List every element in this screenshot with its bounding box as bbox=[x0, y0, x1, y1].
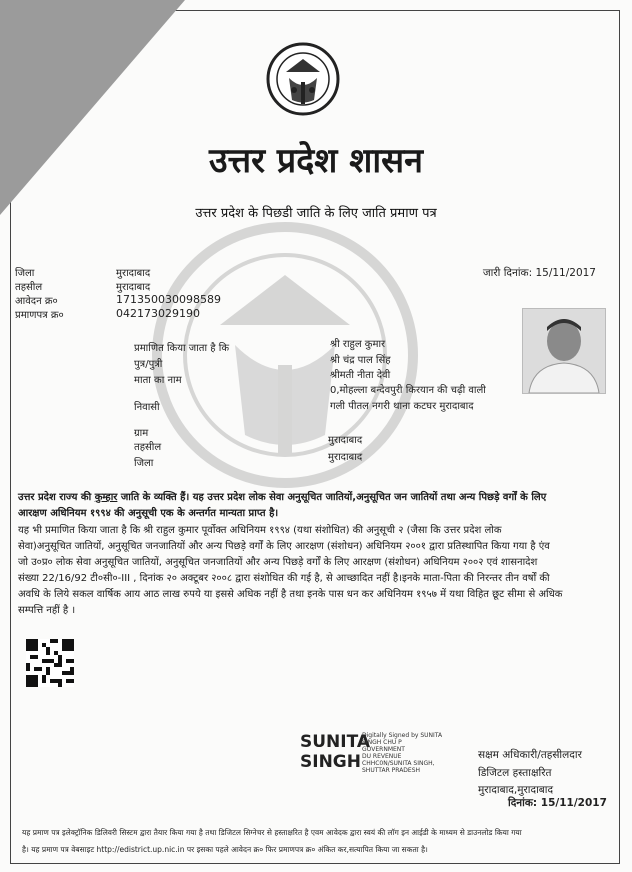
certificate-no-label: प्रमाणपत्र क्र० bbox=[15, 310, 64, 321]
body-line-3: यह भी प्रमाणित किया जाता है कि श्री राहुल कुमार पूर्वोक्त अधिनियम १९९४ (यथा संशोधित) की अनुसूची २ (जैसा कि उत्तर प्रदेश लोक bbox=[18, 525, 502, 536]
tehsil-label-2: तहसील bbox=[134, 442, 162, 453]
application-no-label: आवेदन क्र० bbox=[15, 296, 58, 307]
page-corner-fold bbox=[0, 0, 185, 215]
document-title: उत्तर प्रदेश शासन bbox=[208, 141, 423, 181]
district-value-2: मुरादाबाद bbox=[328, 452, 363, 463]
address-line-2: गली पीतल नगरी थाना कटघर मुरादाबाद bbox=[330, 401, 474, 412]
issue-date: जारी दिनांक: 15/11/2017 bbox=[482, 267, 596, 279]
qr-code-icon bbox=[26, 639, 74, 687]
certificate-no-value: 042173029190 bbox=[116, 307, 200, 320]
person-photo-icon bbox=[523, 309, 605, 393]
caste-statement-prefix: उत्तर प्रदेश राज्य की bbox=[18, 492, 95, 503]
digital-sig-line: Digitally Signed by SUNITA bbox=[362, 732, 443, 739]
body-line-4: सेवा)अनुसूचित जातियों, अनुसूचित जनजातियों और अन्य पिछड़े वर्गों के लिए आरक्षण (संशोधन) अधिनियम २००१ द्वारा प्रतिस्थापित किया गया है एंव bbox=[18, 541, 550, 552]
district-label: जिला bbox=[15, 268, 35, 279]
caste-name: कुम्हार bbox=[94, 492, 118, 503]
officer-date: दिनांक: 15/11/2017 bbox=[508, 797, 607, 809]
officer-designation: सक्षम अधिकारी/तहसीलदार bbox=[478, 749, 582, 761]
district-value: मुरादाबाद bbox=[116, 268, 151, 279]
up-govt-emblem-icon bbox=[266, 42, 340, 116]
digital-sig-line: SINGH CHU P bbox=[362, 739, 402, 746]
certify-label: प्रमाणित किया जाता है कि bbox=[134, 343, 230, 354]
caste-statement-rest: जाति के व्यक्ति हैं। यह उत्तर प्रदेश लोक सेवा अनुसूचित जातियों,अनुसूचित जन जातियों तथा अन्य पिछड़े वर्गों के लिए bbox=[117, 492, 547, 503]
digital-sig-line: CHHC0N/SUNITA SINGH, bbox=[362, 760, 435, 767]
body-line-5: जो उ०प्र० लोक सेवा अनुसूचित जातियों, अनुसूचित जनजातियों और अन्य पिछड़े वर्गों के लिए आरक्षण (संशोधन) अधिनियम २००२ एवं शासनादेश bbox=[18, 557, 538, 568]
body-line-8: सम्पत्ति नहीं है । bbox=[18, 605, 76, 616]
digitally-signed-label: डिजिटल हस्ताक्षरित bbox=[478, 767, 552, 779]
body-line-7: अवधि के लिये सकल वार्षिक आय आठ लाख रुपये या इससे अधिक नहीं है तथा इनके पास धन कर अधिनियम १९५७ में यथा विहित छूट सीमा से अधिक bbox=[18, 589, 563, 600]
digital-signature-details bbox=[362, 732, 472, 774]
resident-label: निवासी bbox=[134, 402, 160, 413]
signatory-name-line-2: SINGH bbox=[300, 752, 361, 772]
officer-location: मुरादाबाद,मुरादाबाद bbox=[478, 784, 554, 796]
tehsil-value: मुरादाबाद bbox=[116, 282, 151, 293]
village-label: ग्राम bbox=[134, 428, 149, 439]
address-line-1: 0,मोहल्ला बन्देवपुरी किरयान की चढ़ी वाली bbox=[330, 385, 486, 396]
signatory-name-line-1: SUNITA bbox=[300, 732, 371, 752]
digital-sig-line: SHUTTAR PRADESH bbox=[362, 767, 421, 774]
mother-label: माता का नाम bbox=[134, 375, 182, 386]
tehsil-label: तहसील bbox=[15, 282, 43, 293]
digital-sig-line: GOVERNMENT bbox=[362, 746, 405, 753]
tehsil-value-2: मुरादाबाद bbox=[328, 435, 363, 446]
father-name: श्री चंद्र पाल सिंह bbox=[330, 355, 391, 366]
district-label-2: जिला bbox=[134, 458, 154, 469]
footer-line-2: है। यह प्रमाण पत्र वेबसाइट http://edistrict.up.nic.in पर इसका पहले आवेदन क्र० फिर प्रमाणपत्र क्र० अंकित कर,सत्यापित किया जा सकता है। bbox=[22, 845, 428, 854]
document-subtitle: उत्तर प्रदेश के पिछडी जाति के लिए जाति प्रमाण पत्र bbox=[195, 206, 437, 221]
caste-statement bbox=[18, 490, 618, 505]
reservation-act-line: आरक्षण अधिनियम १९९४ की अनुसूची एक के अन्तर्गत मान्यता प्राप्त है। bbox=[18, 508, 279, 519]
applicant-name: श्री राहुल कुमार bbox=[330, 339, 386, 350]
applicant-photo bbox=[522, 308, 606, 394]
body-line-6: संख्या 22/16/92 टी०सी०-III , दिनांक २० अक्टूबर २००८ द्वारा संशोधित की गई है, से आच्छादित नहीं है।इनके माता-पिता की निरन्तर तीन वर्षों की bbox=[18, 573, 550, 584]
application-no-value: 171350030098589 bbox=[116, 293, 221, 306]
footer-line-1: यह प्रमाण पत्र इलेक्ट्रॉनिक डिलिवरी सिस्टम द्वारा तैयार किया गया है तथा डिजिटल सिग्नेचर से हस्ताक्षरित है एवम आवेदक द्वारा स्वयं की लॉग इन आईडी के माध्यम से डाउनलोड किया गया bbox=[22, 828, 522, 837]
parent-label: पुत्र/पुत्री bbox=[134, 359, 163, 370]
mother-name: श्रीमती नीता देवी bbox=[330, 370, 391, 381]
digital-sig-line: DU REVENUE bbox=[362, 753, 402, 760]
